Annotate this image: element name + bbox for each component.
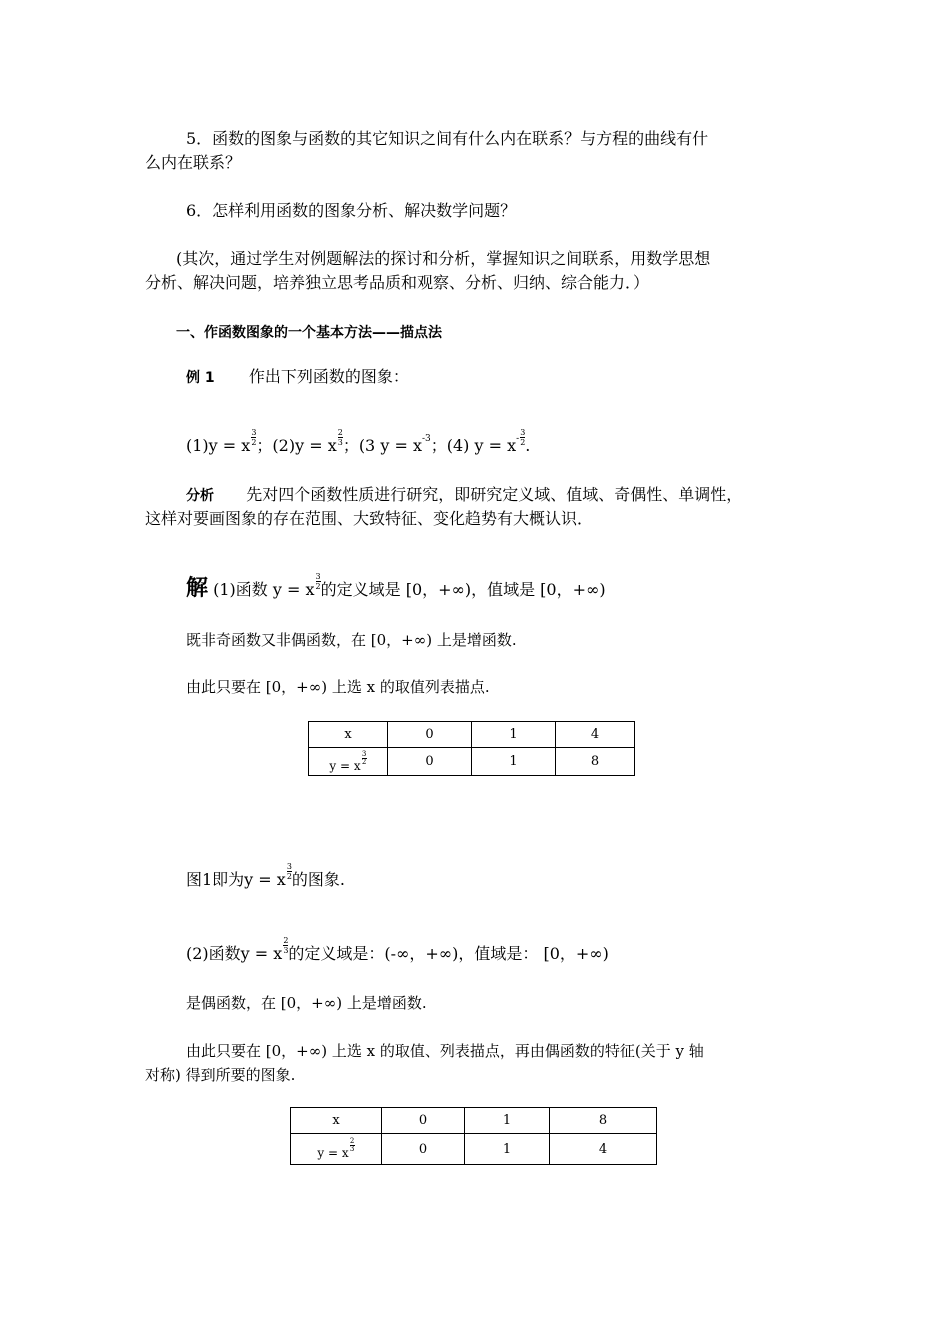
question-5-line-2: 么内在联系？ [145, 153, 242, 172]
function-3-exponent: -3 [421, 434, 431, 444]
table-cell: 8 [550, 1108, 657, 1134]
table-row [291, 1108, 657, 1134]
function-2-base: ；(2)y = x [256, 436, 337, 455]
question-5-line-1: 5．函数的图象与函数的其它知识之间有什么内在联系？与方程的曲线有什 [186, 129, 709, 148]
table-cell: x [291, 1108, 382, 1134]
solution-function-base: (1)函数 y = x [213, 580, 315, 599]
table-cell: 0 [388, 722, 472, 748]
part-2-domain-range: 的定义域是：(-∞，+∞)，值域是： [0，+∞) [288, 944, 609, 963]
table-cell: 0 [382, 1108, 465, 1134]
analysis-label: 分析 [186, 488, 214, 504]
part-2-line-1 [186, 936, 609, 965]
part-2-line-4: 对称) 得到所要的图象. [145, 1066, 296, 1084]
table-cell: 0 [388, 748, 472, 776]
value-table-1 [308, 721, 635, 776]
function-3-base: ；(3 y = x [342, 436, 422, 455]
part-2-exponent: $\frac{2}{3}$ [283, 936, 289, 955]
section-title: 一、作函数图象的一个基本方法——描点法 [176, 325, 442, 341]
figure-1-exponent: $\frac{3}{2}$ [286, 862, 292, 881]
table-row [309, 722, 635, 748]
value-table-2 [290, 1107, 657, 1165]
function-2-exponent: $\frac{2}{3}$ [337, 428, 343, 447]
table-row [309, 748, 635, 776]
solution-label: 解 [186, 576, 209, 601]
function-1-exponent: $\frac{3}{2}$ [251, 428, 257, 447]
table-cell: 4 [556, 722, 635, 748]
question-6: 6．怎样利用函数的图象分析、解决数学问题？ [186, 201, 517, 220]
table-row [291, 1134, 657, 1165]
analysis-text-1: 先对四个函数性质进行研究，即研究定义域、值域、奇偶性、单调性， [246, 485, 743, 504]
function-list-end: . [525, 436, 531, 455]
example-label: 例 1 [186, 370, 215, 386]
table-cell: 1 [472, 722, 556, 748]
solution-line-2: 既非奇函数又非偶函数，在 [0，+∞) 上是增函数. [186, 631, 517, 649]
part-2-line-3: 由此只要在 [0，+∞) 上选 x 的取值、列表描点，再由偶函数的特征(关于 y 轴 [186, 1042, 704, 1060]
figure-1-caption-end: 的图象. [291, 870, 346, 889]
table-cell: 8 [556, 748, 635, 776]
figure-1-function-base: 图1即为y = x [186, 870, 286, 889]
note-line-2: 分析、解决问题，培养独立思考品质和观察、分析、归纳、综合能力．） [145, 273, 650, 292]
example-1 [186, 366, 409, 389]
table-cell: 1 [465, 1134, 550, 1165]
table-cell: 0 [382, 1134, 465, 1165]
table-cell: x [309, 722, 388, 748]
analysis-line-2: 这样对要画图象的存在范围、大致特征、变化趋势有大概认识． [145, 509, 594, 528]
solution-function-exponent: $\frac{3}{2}$ [315, 572, 321, 591]
function-4-sign: - [516, 434, 520, 444]
function-4-base: ；(4) y = x [430, 436, 517, 455]
function-list [186, 428, 530, 460]
example-text: 作出下列函数的图象： [248, 367, 409, 386]
table-cell-formula: y = x $\frac{2}{3}$ [291, 1134, 382, 1165]
solution-domain-range: 的定义域是 [0，+∞)，值域是 [0，+∞) [320, 580, 606, 599]
table-cell: 1 [465, 1108, 550, 1134]
table-cell: 1 [472, 748, 556, 776]
note-line-1: (其次，通过学生对例题解法的探讨和分析，掌握知识之间联系，用数学思想 [176, 249, 711, 268]
part-2-function-base: (2)函数y = x [186, 944, 283, 963]
analysis-line-1 [186, 484, 742, 507]
solution-line-1 [186, 572, 606, 601]
table-cell: 4 [550, 1134, 657, 1165]
part-2-line-2: 是偶函数，在 [0，+∞) 上是增函数. [186, 994, 427, 1012]
solution-line-3: 由此只要在 [0，+∞) 上选 x 的取值列表描点. [186, 678, 490, 696]
figure-1-caption [186, 862, 345, 891]
function-4-exponent: $\frac{3}{2}$ [520, 428, 526, 447]
function-1-base: (1)y = x [186, 436, 251, 455]
table-cell-formula: y = x $\frac{3}{2}$ [309, 748, 388, 776]
